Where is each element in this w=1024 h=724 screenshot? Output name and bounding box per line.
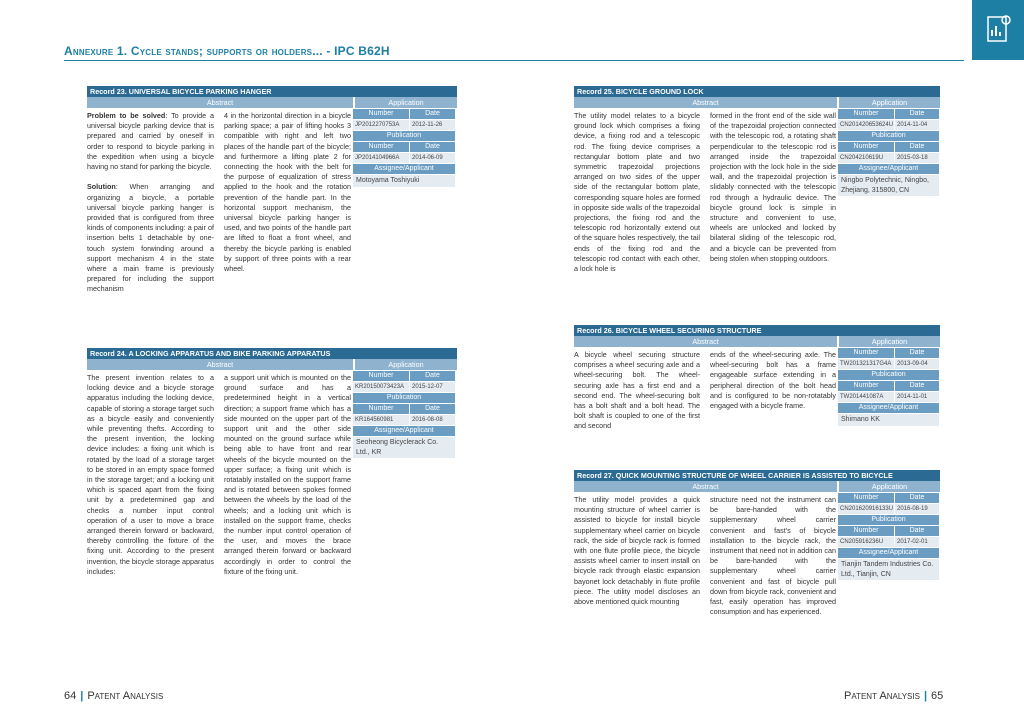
date-label: Date: [895, 381, 939, 391]
publication-label: Publication: [838, 515, 939, 525]
number-label: Number: [838, 348, 894, 358]
header-rule: [64, 60, 964, 61]
abstract-heading: Abstract: [87, 359, 353, 370]
publication-date: 2015-03-18: [895, 153, 939, 163]
application-date: 2013-09-04: [895, 359, 939, 369]
abstract-text: : To provide a universal bicycle parking device that is prepared and carried by oneself in order to respond to bicycle parking in the expedition when using a bicycle having no stand for parking the bicycle.: [87, 111, 214, 172]
number-label: Number: [838, 526, 894, 536]
date-label: Date: [895, 142, 939, 152]
footer-separator: |: [923, 690, 928, 702]
corner-tab: [972, 0, 1024, 60]
assignee-label: Assignee/Applicant: [838, 403, 939, 413]
publication-label: Publication: [838, 131, 939, 141]
publication-number: JP2014104966A: [353, 153, 409, 163]
abstract-heading: Abstract: [574, 481, 837, 492]
record-title: Record 24. A LOCKING APPARATUS AND BIKE PARKING APPARATUS: [87, 348, 457, 359]
abstract-heading: Abstract: [87, 97, 353, 108]
abstract-text: The utility model relates to a bicycle ground lock which comprises a fixing device, a fixing rod and a telescopic rod. The fixing device comprises a rectangular bottom plate and two symmetric trapezoidal projections arranged on two sides of the upper side of the rectangular bottom plate, corresponding square holes are formed in opposite side walls of the trapezoidal projections, the fixing rod and the telescopic rod horizontally extend out of the square holes respectively, the tail ends of the fixing rod and the telescopic rod contact with each other, a lock hole is: [574, 111, 700, 274]
application-date: 2016-08-19: [895, 504, 939, 514]
record-26: [574, 325, 940, 432]
date-label: Date: [895, 109, 939, 119]
assignee-value: Tianjin Tandem Industries Co. Ltd., Tianjin, CN: [838, 559, 939, 580]
publication-label: Publication: [838, 370, 939, 380]
record-title: Record 25. BICYCLE GROUND LOCK: [574, 86, 940, 97]
abstract-heading: Abstract: [574, 97, 837, 108]
assignee-value: Shimano KK: [838, 414, 939, 426]
number-label: Number: [353, 404, 409, 414]
assignee-label: Assignee/Applicant: [838, 164, 939, 174]
application-date: 2012-11-26: [410, 120, 455, 130]
record-title: Record 23. UNIVERSAL BICYCLE PARKING HANGER: [87, 86, 457, 97]
assignee-value: Motoyama Toshiyuki: [353, 175, 455, 187]
number-label: Number: [353, 109, 409, 119]
publication-date: 2017-02-01: [895, 537, 939, 547]
publication-number: KR164560981: [353, 415, 409, 425]
date-label: Date: [410, 371, 455, 381]
number-label: Number: [353, 142, 409, 152]
application-heading: Application: [355, 359, 457, 370]
application-number: CN201420653624U: [840, 122, 894, 128]
problem-label: Problem to be solved: [87, 111, 166, 120]
number-label: Number: [353, 371, 409, 381]
record-27: [574, 470, 940, 617]
abstract-text: ends of the wheel-securing axle. The wheel-securing bolt has a frame engageable surface extending in a peripheral direction of the bolt head and is configured to be non-rotatably engaged with a bicycle frame.: [710, 350, 836, 411]
date-label: Date: [410, 109, 455, 119]
footer-separator: |: [80, 690, 84, 702]
application-date: 2015-12-07: [410, 382, 455, 392]
date-label: Date: [895, 348, 939, 358]
footer-label-left: Patent Analysis: [87, 690, 164, 702]
publication-label: Publication: [353, 131, 455, 141]
record-24: [87, 348, 457, 577]
abstract-text: : When arranging and organizing a bicycle, a portable universal bicycle parking hanger is provided that is configured from three kinds of components including: a pair of insertion belts 1 detachable by one-touch system forwinding around a support mechanism 4 in the state where a main frame is previously prepared for including the support mechanism: [87, 182, 214, 294]
number-label: Number: [838, 381, 894, 391]
abstract-heading: Abstract: [574, 336, 837, 347]
publication-date: 2016-08-08: [410, 415, 455, 425]
date-label: Date: [895, 526, 939, 536]
assignee-label: Assignee/Applicant: [353, 164, 455, 174]
assignee-label: Assignee/Applicant: [838, 548, 939, 558]
abstract-text: a support unit which is mounted on the ground surface and has a predetermined height in a vertical direction; a support frame which has a side mounted on the upper part of the support unit and the other side mounted on the ground surface while being able to have front and rear wheels of the bicycle mounted on the upper surface; a fixing unit which is rotatably installed on the support frame and is rotated between spokes formed between the wheels by the load of the wheels; and a locking unit which is installed on the support frame, checks the number input control operation of the user, and moves the brace arranged therein forward or backward accordingly in order to control the fixture of the fixing unit.: [224, 373, 351, 576]
date-label: Date: [895, 493, 939, 503]
number-label: Number: [838, 142, 894, 152]
page-number-right: 65: [931, 690, 944, 702]
application-number: JP2012270753A: [353, 120, 409, 130]
publication-date: 2014-06-09: [410, 153, 455, 163]
application-heading: Application: [355, 97, 457, 108]
number-label: Number: [838, 493, 894, 503]
application-number: TW201321317G4A: [838, 359, 894, 369]
record-title: Record 26. BICYCLE WHEEL SECURING STRUCTURE: [574, 325, 940, 336]
application-heading: Application: [839, 97, 940, 108]
abstract-text: A bicycle wheel securing structure comprises a wheel securing axle and a wheel-securing bolt. The wheel-securing axle has a first end and a second end. The wheel-securing bolt has a bolt shaft and a bolt head. The bolt shaft is coupled to one of the first and second: [574, 350, 700, 431]
application-number: KR20150073423A: [353, 382, 409, 392]
abstract-text: structure need not the instrument can be bare-handed with the supplementary wheel carrier convenient and fast's of bicycle installation to the bicycle rack, the instrument that need not in addition can be bare-handed with the supplementary wheel carrier convenient and fast of bicycle pull down from bicycle rack, convenient and fast, easily operation has improved consumption and has experienced.: [710, 495, 836, 617]
record-23: [87, 86, 457, 295]
application-date: 2014-11-04: [895, 120, 939, 130]
application-heading: Application: [839, 481, 940, 492]
date-label: Date: [410, 142, 455, 152]
abstract-text: The present invention relates to a locking device and a bicycle storage apparatus including the locking device, capable of storing a storage target such as a bicycle easily and conveniently while preventing thefts. According to the present invention, the locking device includes: a fixing unit which is rotated by the load of a storage target to be stored in an empty space formed in the storage target; and a locking unit which is spaced apart from the fixing unit by a predetermined gap and checks a number input control operation of a user to move a brace arranged therein forward or backward, thereby controlling the fixture of the fixing unit. According to the present invention, the bicycle storage apparatus includes:: [87, 373, 214, 576]
publication-number: CN204210619U: [838, 153, 894, 163]
footer-right: [844, 690, 943, 702]
abstract-text: The utility model provides a quick mounting structure of wheel carrier is assisted to bicycle for install bicycle supplementary wheel carrier on bicycle rack, the side of bicycle rack is formed with one flute profile piece, the bicycle assists wheel carrier to insert install on bicycle rack through elastic expansion bayonet lock detachably in flute profile piece. The utility model discloses an above mentioned quick mounting: [574, 495, 700, 607]
footer-left: [64, 690, 163, 702]
abstract-text: 4 in the horizontal direction in a bicycle parking space; a pair of lifting hooks 3 compatible with right and left two places of the handle part of the bicycle; and furthermore a lifting plate 2 for connecting the hook with the belt for the purpose of equalization of stress applied to the hook and the rotation prevention of the handle part. In the horizontal support mechanism, the universal bicycle parking hanger is used, and two points of the handle part are lifted to float a front wheel, and thereby the bicycle parking is enabled by support of three points with a rear wheel.: [224, 111, 351, 274]
record-25: [574, 86, 940, 274]
assignee-value: Seoheong Bicyclerack Co. Ltd., KR: [353, 437, 455, 458]
assignee-label: Assignee/Applicant: [353, 426, 455, 436]
record-title: Record 27. QUICK MOUNTING STRUCTURE OF WHEEL CARRIER IS ASSISTED TO BICYCLE: [574, 470, 940, 481]
application-number: CN201620916133U: [840, 506, 894, 512]
abstract-text: formed in the front end of the side wall of the trapezoidal projection connected with the telescopic rod, a rotating shaft perpendicular to the telescopic rod is arranged inside the trapezoidal projection with the lock hole in the side wall, and the trapezoidal projection is slidably connected with the telescopic rod through a hydraulic device. The bicycle ground lock is simple in structure and convenient to use, wheels are unlocked and locked by bilateral sliding of the telescopic rod, and a bicycle can be prevented from being stolen when stopping outdoors.: [710, 111, 836, 263]
publication-date: 2014-11-01: [895, 392, 939, 402]
document-chart-icon: [986, 14, 1012, 44]
date-label: Date: [410, 404, 455, 414]
solution-label: Solution: [87, 182, 116, 192]
publication-number: TW201441087A: [838, 392, 894, 402]
assignee-value: Ningbo Polytechnic, Ningbo, Zhejiang, 315800, CN: [838, 175, 939, 196]
page-number-left: 64: [64, 690, 77, 702]
publication-number: CN205916236U: [838, 537, 894, 547]
number-label: Number: [838, 109, 894, 119]
publication-label: Publication: [353, 393, 455, 403]
footer-label-right: Patent Analysis: [844, 690, 920, 702]
application-heading: Application: [839, 336, 940, 347]
annex-title: Annexure 1. Cycle stands; supports or holders... - IPC B62H: [64, 44, 390, 58]
